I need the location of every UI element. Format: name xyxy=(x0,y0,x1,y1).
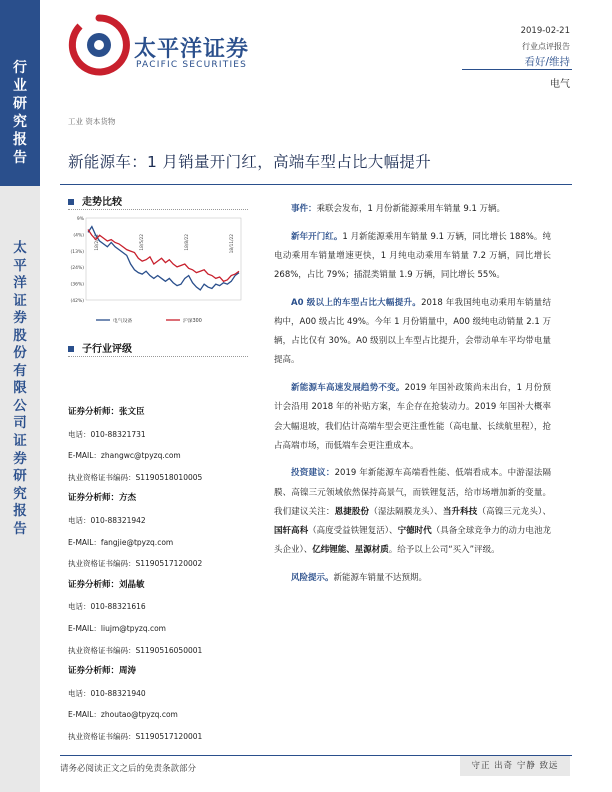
series-line-沪深300 xyxy=(88,230,239,282)
y-tick-label: (4%) xyxy=(73,233,84,239)
analyst-name: 证券分析师：刘晶敏 xyxy=(68,579,145,590)
sidebar-report-label: 行 业 研 究 报 告 xyxy=(13,60,27,166)
analyst-phone: 电话：010-88321616 xyxy=(68,602,146,612)
x-tick-label: 18/2/22 xyxy=(95,234,100,251)
analyst-email: E-MAIL：liujm@tpyzq.com xyxy=(68,623,166,633)
y-tick-label: (24%) xyxy=(70,266,84,272)
chart-frame xyxy=(86,218,241,300)
title-divider xyxy=(60,184,572,185)
x-tick-label: 18/5/22 xyxy=(140,234,145,251)
trend-section-title: 走势比较 xyxy=(68,193,122,208)
series-line-电气设备 xyxy=(88,227,239,290)
analyst-card xyxy=(68,402,253,488)
trend-paragraph: 新能源车高速发展趋势不变。2019 年国补政策尚未出台，1 月份预计会沿用 2018 年的补贴方案，车企存在抢装动力。2019 年国补大概率会大幅退坡，我们估计高端车型会更注重性能（高电量、长续航里程），抢占高端市场，而低端车会更注重成本。 xyxy=(274,383,551,451)
sub-industry-section-title: 子行业评级 xyxy=(68,340,132,355)
industry-rating: 看好/维持 xyxy=(524,56,570,68)
pacific-securities-logo-icon xyxy=(68,14,130,76)
sales-paragraph: 新年开门红。1 月新能源乘用车销量 9.1 万辆，同比增长 188%。纯电动乘用车销量增速更快，1 月纯电动乘用车销量 7.2 万辆，同比增长 268%，占比 79%；插混类销量 1.9 万辆，同比增长 55%。 xyxy=(274,231,551,281)
analyst-license: 执业资格证书编码：S1190516050001 xyxy=(68,645,203,655)
model-mix-paragraph: A0 级以上的车型占比大幅提升。2018 年我国纯电动乘用车销量结构中，A00 级占比 49%。今年 1 月份销量中，A00 级纯电动销量 2.1 万辆，占比仅有 30%。A0 级别以上车型占比提升，会带动单车平均带电量提高。 xyxy=(274,297,551,366)
analyst-card xyxy=(68,488,253,574)
report-type: 行业点评报告 xyxy=(522,42,570,51)
brand-name-cn: 太平洋证券 xyxy=(134,37,250,62)
sidebar-company-label: 太 平 洋 证 券 股 份 有 限 公 司 证 券 研 究 报 告 xyxy=(13,240,27,537)
analyst-email: E-MAIL：zhangwc@tpyzq.com xyxy=(68,451,181,461)
analyst-phone: 电话：010-88321940 xyxy=(68,688,146,698)
investment-advice-paragraph: 投资建议：2019 年新能源车高端看性能、低端看成本。中游湿法隔膜、高镍三元领域依然保持高景气，而铁锂复活，给市场增加新的变量。我们建议关注：恩捷股份（湿法隔膜龙头）、当升科技（高镍三元龙头）、国轩高科（高度受益铁锂复活）、宁德时代（具备全球竞争力的动力电池龙头企业）、亿纬锂能、星源材质。给予以上公司“买入”评级。 xyxy=(274,468,551,556)
analyst-card xyxy=(68,661,253,747)
y-tick-label: (42%) xyxy=(70,299,84,304)
trend-comparison-chart xyxy=(66,212,248,330)
x-tick-label: 18/11/22 xyxy=(230,234,235,254)
legend-label: 电气设备 xyxy=(113,318,133,324)
y-tick-label: 9% xyxy=(76,217,84,222)
x-tick-label: 18/8/22 xyxy=(185,234,190,251)
analyst-name: 证券分析师：张文臣 xyxy=(68,407,145,417)
header-divider xyxy=(462,69,572,70)
sub-industry-section-divider xyxy=(68,356,248,357)
y-tick-label: (36%) xyxy=(70,282,84,288)
risk-paragraph: 风险提示。新能源车销量不达预期。 xyxy=(291,572,428,583)
industry-tag: 工业 资本货物 xyxy=(68,117,116,126)
report-body xyxy=(274,200,551,597)
analyst-license: 执业资格证书编码：S1190517120002 xyxy=(68,559,203,569)
brand-name-en: PACIFIC SECURITIES xyxy=(136,60,248,70)
analyst-license: 执业资格证书编码：S1190517120001 xyxy=(68,731,203,741)
analyst-email: E-MAIL：fangjie@tpyzq.com xyxy=(68,537,174,547)
analyst-license: 执业资格证书编码：S1190518010005 xyxy=(68,472,203,482)
company-motto: 守正 出奇 宁静 致远 xyxy=(460,756,570,776)
analyst-card xyxy=(68,575,253,661)
trend-section-divider xyxy=(68,209,248,210)
analyst-name: 证券分析师：方杰 xyxy=(68,493,137,504)
analyst-email: E-MAIL：zhoutao@tpyzq.com xyxy=(68,710,178,720)
sector-label: 电气 xyxy=(550,79,570,90)
report-title: 新能源车：1 月销量开门红，高端车型占比大幅提升 xyxy=(68,153,431,171)
analyst-phone: 电话：010-88321942 xyxy=(68,515,146,525)
event-paragraph: 事件：乘联会发布，1 月份新能源乘用车销量 9.1 万辆。 xyxy=(291,204,506,214)
y-tick-label: (13%) xyxy=(70,249,84,255)
analyst-name: 证券分析师：周涛 xyxy=(68,666,137,677)
analyst-list xyxy=(68,402,253,748)
disclaimer-note: 请务必阅读正文之后的免责条款部分 xyxy=(60,764,197,774)
section-bullet-icon xyxy=(68,199,74,205)
analyst-phone: 电话：010-88321731 xyxy=(68,429,146,439)
legend-label: 沪深300 xyxy=(183,318,202,324)
section-bullet-icon xyxy=(68,346,74,352)
report-date: 2019-02-21 xyxy=(520,26,570,36)
